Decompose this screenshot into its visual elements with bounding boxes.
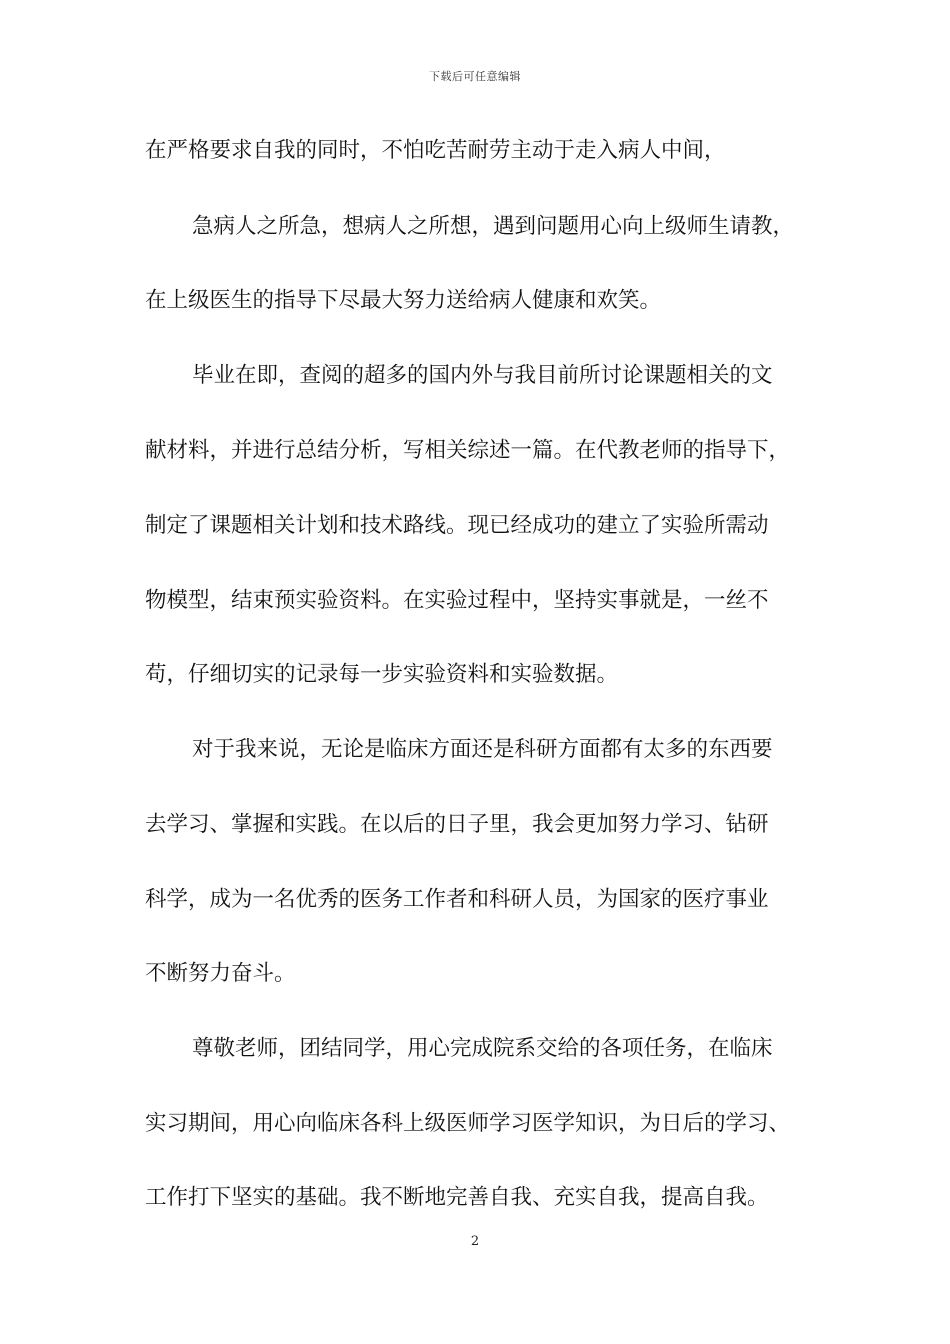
body-line: 不断努力奋斗。	[145, 961, 296, 986]
body-line: 实习期间，用心向临床各科上级医师学习医学知识，为日后的学习、	[145, 1111, 791, 1136]
page-number: 2	[470, 1234, 480, 1249]
page-header: 下载后可任意编辑	[429, 70, 521, 83]
body-line: 在上级医生的指导下尽最大努力送给病人健康和欢笑。	[145, 288, 662, 313]
paragraph-first-line: 急病人之所急，想病人之所想，遇到问题用心向上级师生请教，	[192, 214, 795, 239]
body-line: 在严格要求自我的同时，不怕吃苦耐劳主动于走入病人中间，	[145, 138, 726, 163]
paragraph-first-line: 尊敬老师，团结同学，用心完成院系交给的各项任务，在临床	[192, 1036, 773, 1061]
body-line: 献材料，并进行总结分析，写相关综述一篇。在代教老师的指导下，	[145, 438, 791, 463]
body-line: 去学习、掌握和实践。在以后的日子里，我会更加努力学习、钻研	[145, 812, 769, 837]
body-line: 工作打下坚实的基础。我不断地完善自我、充实自我，提高自我。	[145, 1185, 769, 1210]
paragraph-first-line: 毕业在即，查阅的超多的国内外与我目前所讨论课题相关的文	[192, 363, 773, 388]
paragraph-first-line: 对于我来说，无论是临床方面还是科研方面都有太多的东西要	[192, 737, 773, 762]
body-line: 物模型，结束预实验资料。在实验过程中，坚持实事就是，一丝不	[145, 588, 769, 613]
body-line: 科学，成为一名优秀的医务工作者和科研人员，为国家的医疗事业	[145, 887, 769, 912]
body-line: 苟，仔细切实的记录每一步实验资料和实验数据。	[145, 662, 619, 687]
body-line: 制定了课题相关计划和技术路线。现已经成功的建立了实验所需动	[145, 513, 769, 538]
